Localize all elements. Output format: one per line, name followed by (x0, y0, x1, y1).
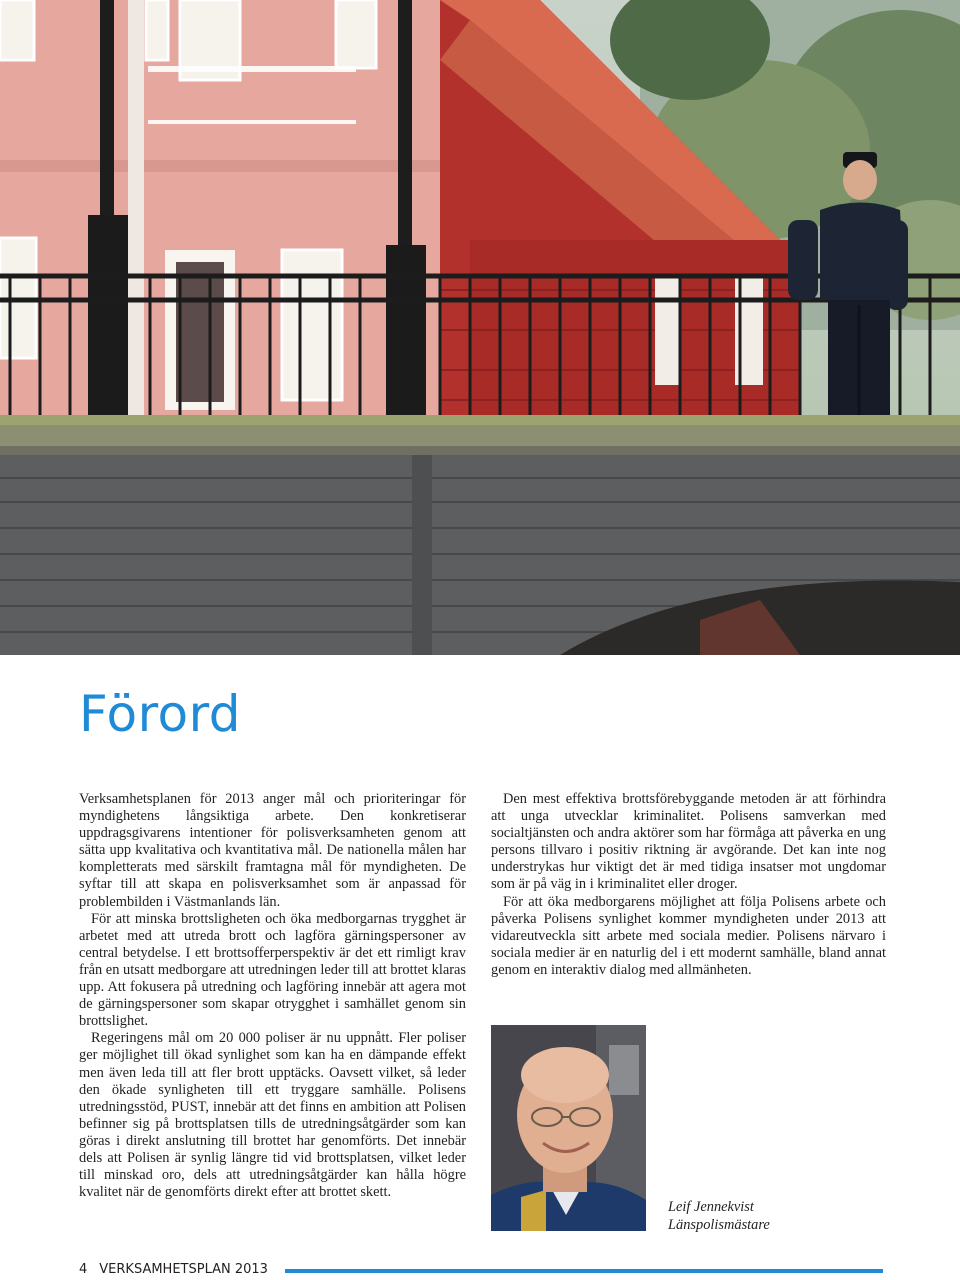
signature-caption (668, 1199, 770, 1234)
page-title: Förord (79, 685, 242, 743)
signature-name: Leif Jennekvist (668, 1199, 754, 1215)
portrait-illustration (491, 1025, 646, 1231)
paragraph: För att öka medborgarens möjlighet att följa Polisens arbete och påverka Polisens synlighet kommer myndigheten under 2013 att vidareutveckla sitt arbete med sociala medier. Polisens närvaro i sociala medier är en naturlig del i ett modernt samhälle, bland annat genom en interaktiv dialog med allmänheten. (491, 893, 886, 978)
paragraph: Verksamhetsplanen för 2013 anger mål och prioriteringar för myndighetens långsiktiga arbete. Den konkretiserar uppdragsgivarens intentioner för polisverksamheten genom att sätta upp kvalitativa och kvantitativa mål. De nationella målen har kompletterats med särskilt framtagna mål för myndigheten. De syftar till att skapa en polisverksamhet som är anpassad för problembilden i Västmanlands län. (79, 791, 466, 910)
author-portrait (491, 1025, 646, 1231)
body-column-right (491, 791, 886, 979)
signature-role: Länspolismästare (668, 1216, 770, 1233)
paragraph: Den mest effektiva brottsförebyggande metoden är att förhindra att unga utvecklar kriminalitet. Polisens samverkan med socialtjänsten och andra aktörer som har förmåga att påverka en ung persons tillvaro i positiv riktning är avgörande. Det kan inte nog understrykas hur viktigt det är med tidiga insatser mot ungdomar som är på väg in i kriminalitet eller droger. (491, 791, 886, 893)
publication-title: VERKSAMHETSPLAN 2013 (99, 1262, 268, 1277)
page-footer (79, 1262, 268, 1280)
footer-rule (285, 1269, 883, 1273)
paragraph: För att minska brottsligheten och öka medborgarnas trygghet är arbetet med att utreda brott och lagföra gärningspersoner av central betydelse. I ett brottsofferperspektiv är det ett rimligt krav från en utsatt medborgare att utredningen leder till att brottet klaras upp. Att fokusera på utredning och lagföring innebär att agera mot de gärningspersoner som skapar otrygghet i samhället genom sin brottslighet. (79, 910, 466, 1030)
body-column-left (79, 791, 466, 1201)
page-number: 4 (79, 1262, 88, 1277)
paragraph: Regeringens mål om 20 000 poliser är nu uppnått. Fler poliser ger möjlighet till ökad synlighet som kan ha en dämpande effekt men även leda till att fler brott upptäcks. Oavsett vilket, så leder den ökade synligheten till ett tryggare samhälle. Polisens utredningsstöd, PUST, innebär att det finns en ambition att Polisen befinner sig på brottsplatsen tills de utredningsåtgärder som kan göras i direkt anslutning till brottet har genomförts. Det innebär dels att Polisen är synlig längre tid vid brottsplatsen, vilket leder till minskad oro, dels att utredningsåtgärder kan hålla högre kvalitet när de genomförts direkt efter att brottet skett. (79, 1030, 466, 1201)
